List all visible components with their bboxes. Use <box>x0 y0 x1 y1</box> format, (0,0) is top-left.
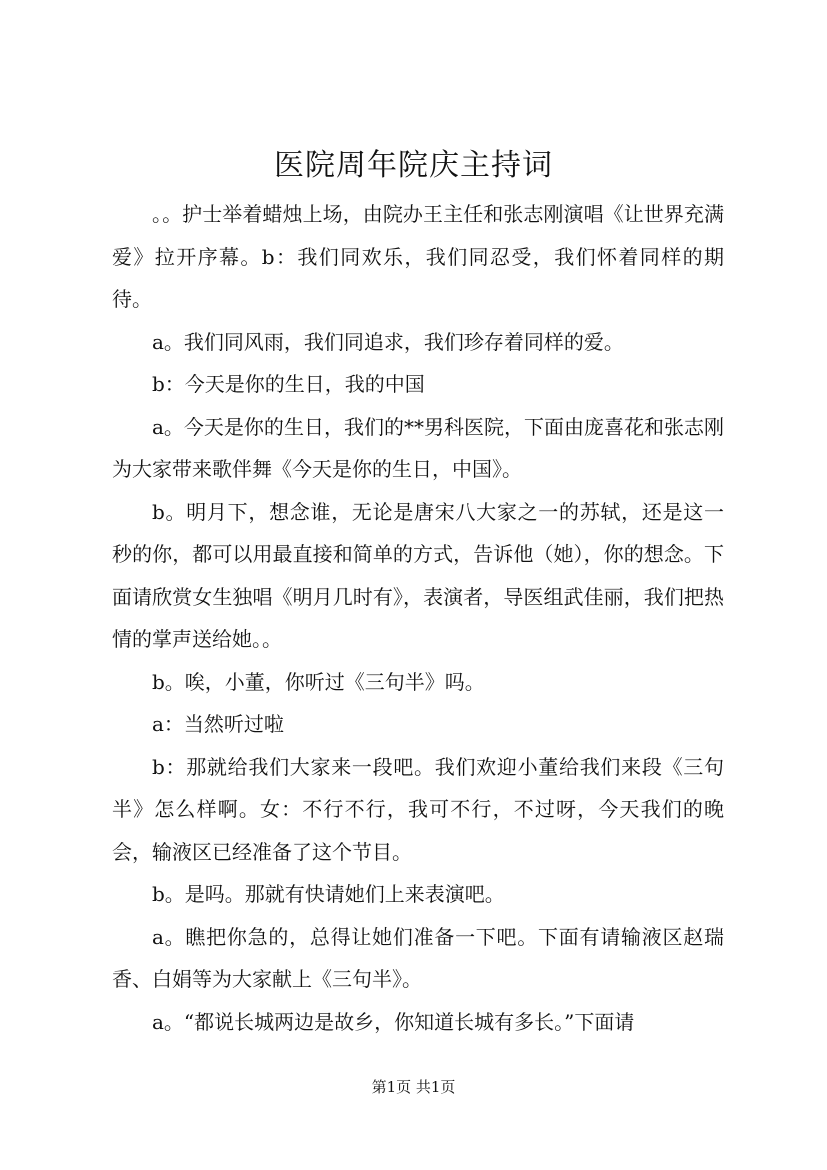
paragraph: a。“都说长城两边是故乡，你知道长城有多长。”下面请 <box>152 1009 635 1034</box>
page-title: 医院周年院庆主持词 <box>274 148 553 183</box>
paragraph: b。唉，小董，你听过《三句半》吗。 <box>152 669 485 694</box>
paragraph: b。明月下，想念谁，无论是唐宋八大家之一的苏轼，还是这一秒的你，都可以用最直接和简单的方式，告诉他（她），你的想念。下面请欣赏女生独唱《明月几时有》，表演者，导医组武佳丽，我们把热情的掌声送给她。。 <box>112 499 724 651</box>
paragraph: b。是吗。那就有快请她们上来表演吧。 <box>152 882 505 906</box>
paragraph: 。。护士举着蜡烛上场，由院办王主任和张志刚演唱《让世界充满爱》拉开序幕。b：我们同欢乐，我们同忍受，我们怀着同样的期待。 <box>112 202 724 311</box>
paragraph: a。我们同风雨，我们同追求，我们珍存着同样的爱。 <box>152 329 624 354</box>
paragraph: a：当然听过啦 <box>152 712 284 736</box>
paragraph: a。瞧把你急的，总得让她们准备一下吧。下面有请输液区赵瑞香、白娟等为大家献上《三句半》。 <box>112 924 724 991</box>
paragraph: b：那就给我们大家来一段吧。我们欢迎小董给我们来段《三句半》怎么样啊。女：不行不行，我可不行，不过呀，今天我们的晚会，输液区已经准备了这个节目。 <box>112 754 724 864</box>
document-body <box>112 193 724 1043</box>
paragraph: b：今天是你的生日，我的中国 <box>152 372 425 396</box>
page-number-footer: 第1页 共1页 <box>371 1078 456 1096</box>
paragraph: a。今天是你的生日，我们的**男科医院，下面由庞喜花和张志刚为大家带来歌伴舞《今天是你的生日，中国》。 <box>112 414 724 481</box>
